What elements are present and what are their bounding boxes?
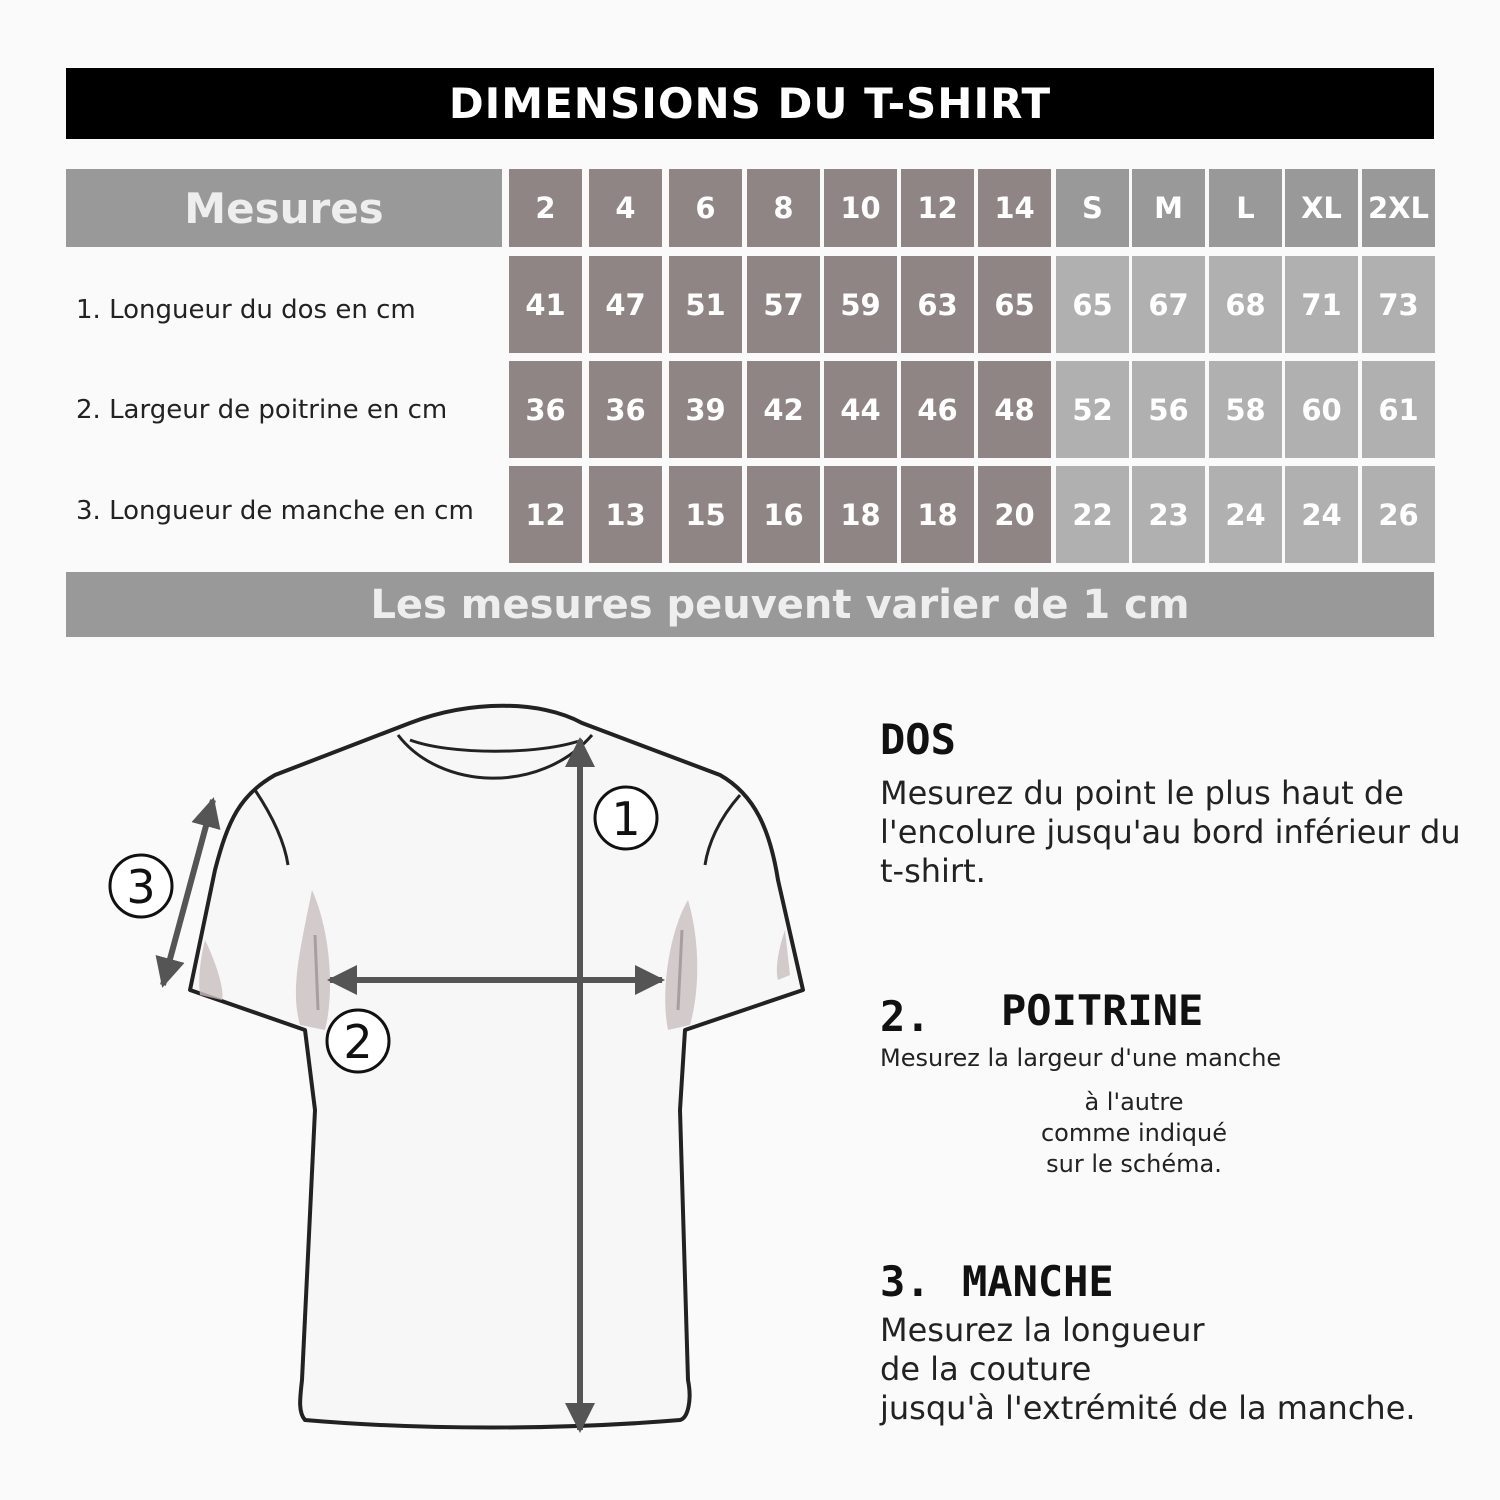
table-cell: 15 [669, 466, 742, 563]
table-cell: 22 [1056, 466, 1129, 563]
section-manche-title: MANCHE [962, 1257, 1114, 1306]
table-note: Les mesures peuvent varier de 1 cm [66, 572, 1434, 637]
table-cell: 26 [1362, 466, 1435, 563]
section-dos-text [880, 774, 1461, 891]
table-cell: 42 [747, 361, 820, 458]
size-header: XL [1285, 169, 1358, 247]
table-cell: 73 [1362, 256, 1435, 353]
table-cell: 18 [901, 466, 974, 563]
table-cell: 48 [978, 361, 1051, 458]
table-cell: 23 [1132, 466, 1205, 563]
table-cell: 71 [1285, 256, 1358, 353]
size-header: 8 [747, 169, 820, 247]
table-cell: 61 [1362, 361, 1435, 458]
manche-line-1: Mesurez la longueur [880, 1311, 1205, 1349]
table-cell: 65 [1056, 256, 1129, 353]
marker-1: 1 [611, 792, 641, 846]
poitrine-line-3: comme indiqué [1040, 1119, 1228, 1147]
size-header: 10 [824, 169, 897, 247]
table-header-label: Mesures [66, 169, 502, 247]
dos-line-2: l'encolure jusqu'au bord inférieur du [880, 813, 1461, 851]
table-cell: 36 [509, 361, 582, 458]
size-header: 4 [589, 169, 662, 247]
marker-3: 3 [126, 860, 156, 914]
size-header: 14 [978, 169, 1051, 247]
table-cell: 52 [1056, 361, 1129, 458]
table-cell: 67 [1132, 256, 1205, 353]
dos-line-3: t-shirt. [880, 852, 986, 890]
table-cell: 51 [669, 256, 742, 353]
table-cell: 44 [824, 361, 897, 458]
size-header: 12 [901, 169, 974, 247]
marker-2: 2 [343, 1015, 373, 1069]
table-cell: 46 [901, 361, 974, 458]
poitrine-line-1: Mesurez la largeur d'une manche [880, 1044, 1282, 1072]
size-header: L [1209, 169, 1282, 247]
table-cell: 47 [589, 256, 662, 353]
row-label: 1. Longueur du dos en cm [76, 295, 416, 325]
table-cell: 39 [669, 361, 742, 458]
section-manche-number: 3. [880, 1257, 931, 1306]
section-poitrine-title: POITRINE [1001, 986, 1204, 1035]
size-header: 2 [509, 169, 582, 247]
table-cell: 65 [978, 256, 1051, 353]
row-label: 2. Largeur de poitrine en cm [76, 395, 448, 425]
table-cell: 41 [509, 256, 582, 353]
section-poitrine-text [1020, 1087, 1248, 1180]
poitrine-line-2: à l'autre [1084, 1088, 1184, 1116]
table-cell: 59 [824, 256, 897, 353]
section-dos-title: DOS [880, 715, 956, 764]
tshirt-outline [190, 706, 803, 1428]
table-cell: 63 [901, 256, 974, 353]
table-cell: 60 [1285, 361, 1358, 458]
table-cell: 58 [1209, 361, 1282, 458]
table-cell: 56 [1132, 361, 1205, 458]
row-label: 3. Longueur de manche en cm [76, 496, 474, 526]
table-cell: 20 [978, 466, 1051, 563]
size-header: 6 [669, 169, 742, 247]
table-cell: 12 [509, 466, 582, 563]
section-poitrine-number: 2. [880, 992, 931, 1041]
table-cell: 68 [1209, 256, 1282, 353]
table-cell: 57 [747, 256, 820, 353]
table-cell: 18 [824, 466, 897, 563]
size-header: 2XL [1362, 169, 1435, 247]
table-cell: 36 [589, 361, 662, 458]
size-header: S [1056, 169, 1129, 247]
poitrine-line-4: sur le schéma. [1046, 1150, 1222, 1178]
table-cell: 13 [589, 466, 662, 563]
table-cell: 24 [1285, 466, 1358, 563]
table-cell: 16 [747, 466, 820, 563]
table-cell: 24 [1209, 466, 1282, 563]
dos-line-1: Mesurez du point le plus haut de [880, 774, 1404, 812]
manche-line-3: jusqu'à l'extrémité de la manche. [880, 1389, 1416, 1427]
section-manche-text [880, 1311, 1416, 1428]
page-title: DIMENSIONS DU T-SHIRT [66, 68, 1434, 139]
manche-line-2: de la couture [880, 1350, 1092, 1388]
size-header: M [1132, 169, 1205, 247]
